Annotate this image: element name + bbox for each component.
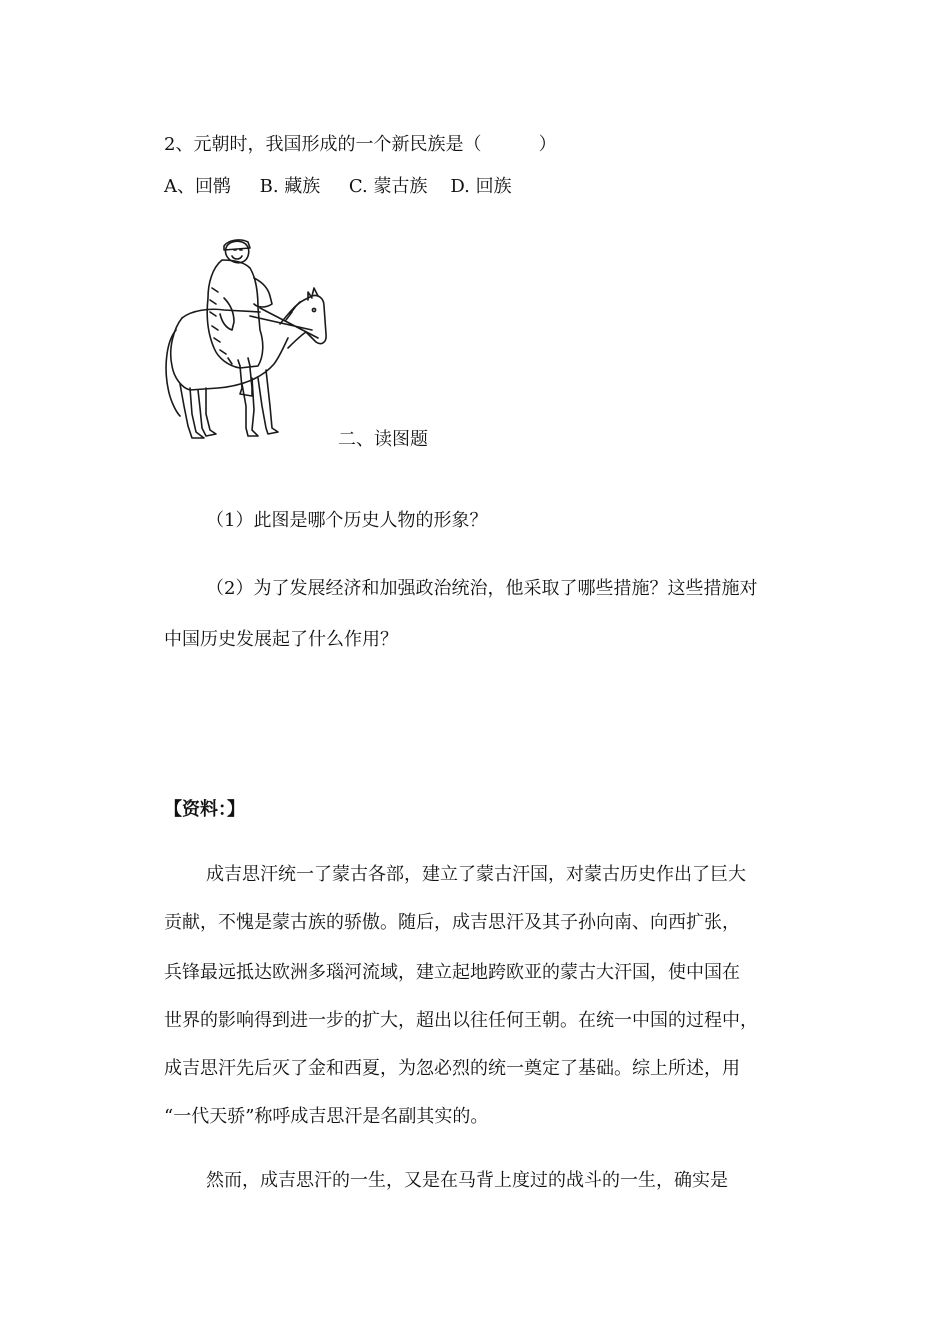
horse-rider-illustration — [162, 238, 334, 444]
rider-robe — [207, 260, 263, 368]
material-paragraph-1-line-2: 贡献，不愧是蒙古族的骄傲。随后，成吉思汗及其子孙向南、向西扩张， — [164, 912, 740, 933]
material-paragraph-1-line-5: 成吉思汗先后灭了金和西夏，为忽必烈的统一奠定了基础。综上所述，用 — [164, 1058, 740, 1079]
reading-question-2-line-1: （2）为了发展经济和加强政治统治，他采取了哪些措施？这些措施对 — [206, 578, 758, 599]
material-paragraph-1-line-6: “一代天骄”称呼成吉思汗是名副其实的。 — [164, 1106, 489, 1127]
question-2-options: A、回鹘 B. 藏族 C. 蒙古族 D. 回族 — [164, 176, 512, 197]
horse-front-leg-2 — [242, 378, 258, 436]
horse-hind-leg-2 — [198, 388, 216, 436]
material-paragraph-1-line-4: 世界的影响得到进一步的扩大，超出以往任何王朝。在统一中国的过程中， — [164, 1010, 758, 1031]
material-paragraph-1-line-1: 成吉思汗统一了蒙古各部，建立了蒙古汗国，对蒙古历史作出了巨大 — [206, 864, 746, 885]
reading-question-1: （1）此图是哪个历史人物的形象？ — [206, 510, 488, 531]
material-paragraph-1-line-3: 兵锋最远抵达欧洲多瑙河流域，建立起地跨欧亚的蒙古大汗国，使中国在 — [164, 962, 740, 983]
figure-caption: 二、读图题 — [338, 429, 428, 450]
horse-front-leg-1 — [258, 370, 278, 434]
material-heading: 【资料：】 — [164, 799, 245, 820]
material-paragraph-2-line-1: 然而，成吉思汗的一生，又是在马背上度过的战斗的一生，确实是 — [206, 1170, 728, 1191]
question-2-stem: 2、元朝时，我国形成的一个新民族是（ ） — [164, 134, 557, 155]
reading-question-2-line-2: 中国历史发展起了什么作用？ — [164, 629, 398, 650]
